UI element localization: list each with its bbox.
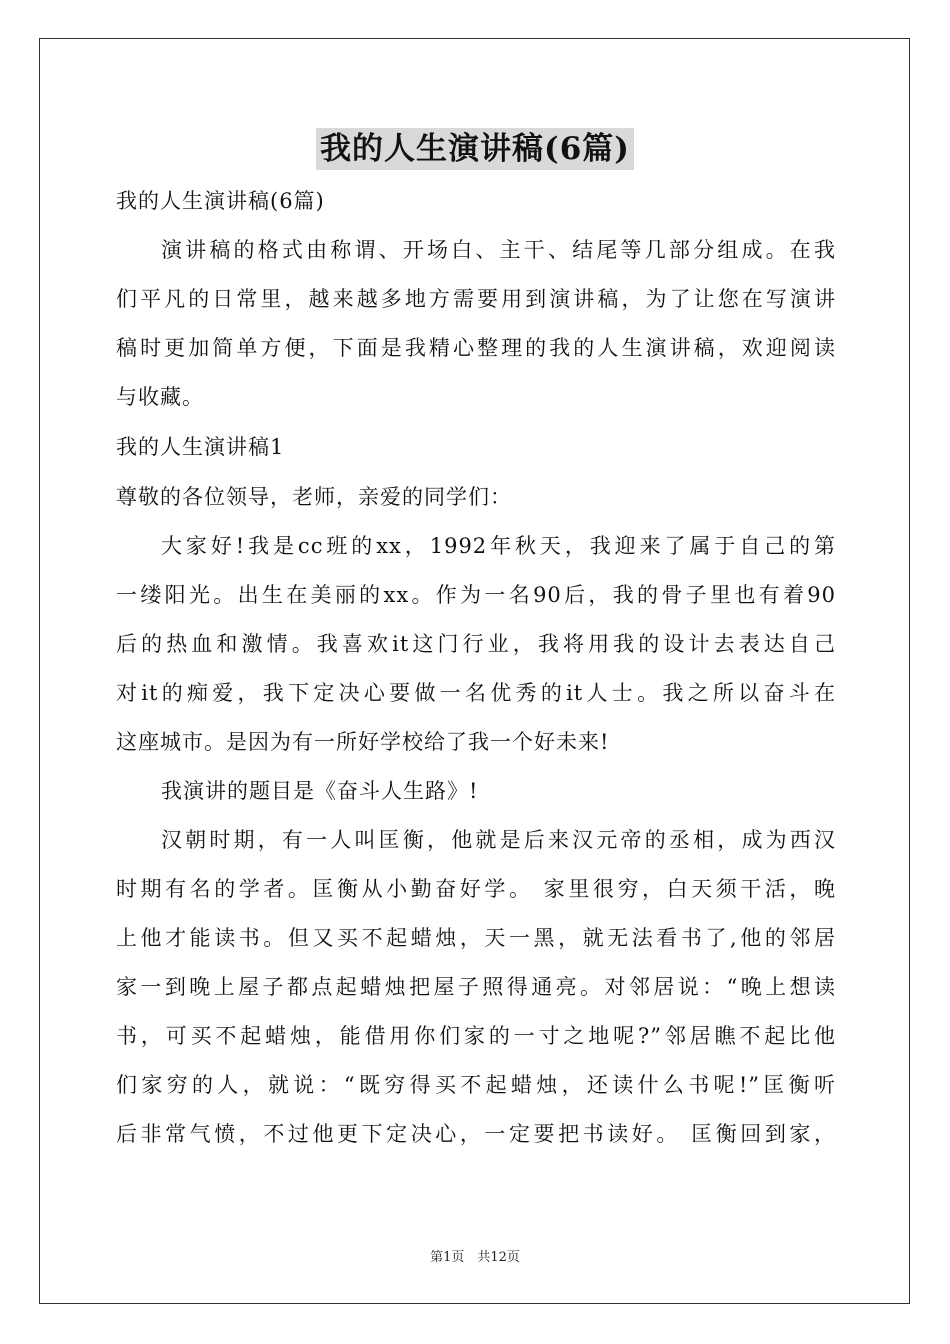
greeting: 尊敬的各位领导，老师，亲爱的同学们：	[116, 485, 512, 509]
subtitle: 我的人生演讲稿(6篇)	[116, 189, 325, 213]
text-line: 们家穷的人，就说：“既穷得买不起蜡烛，还读什么书呢!”匡衡听	[116, 1073, 836, 1097]
text-line: 后的热血和激情。我喜欢it这门行业，我将用我的设计去表达自己	[116, 632, 836, 656]
text-line: 对it的痴爱，我下定决心要做一名优秀的it人士。我之所以奋斗在	[116, 681, 836, 705]
text-line: 大家好!我是cc班的xx，1992年秋天，我迎来了属于自己的第	[161, 534, 836, 558]
document-body	[116, 176, 836, 1159]
intro-paragraph	[116, 226, 836, 422]
text-line: 这座城市。是因为有一所好学校给了我一个好未来!	[116, 730, 610, 754]
text-line: 演讲稿的格式由称谓、开场白、主干、结尾等几部分组成。在我	[161, 238, 836, 262]
paragraph-2	[116, 767, 836, 816]
text-line: 汉朝时期，有一人叫匡衡，他就是后来汉元帝的丞相，成为西汉	[161, 828, 836, 852]
document-title-text: 我的人生演讲稿(6篇)	[316, 128, 634, 170]
text-line: 时期有名的学者。匡衡从小勤奋好学。 家里很穷，白天须干活，晚	[116, 877, 836, 901]
text-line: 们平凡的日常里，越来越多地方需要用到演讲稿，为了让您在写演讲	[116, 287, 836, 311]
text-line: 后非常气愤，不过他更下定决心，一定要把书读好。 匡衡回到家，	[116, 1122, 836, 1146]
page-footer: 第1页 共12页	[430, 1250, 520, 1265]
paragraph-1	[116, 522, 836, 767]
text-line: 家一到晚上屋子都点起蜡烛把屋子照得通亮。对邻居说：“晚上想读	[116, 975, 836, 999]
section-title: 我的人生演讲稿1	[116, 435, 285, 459]
document-title	[0, 128, 950, 170]
paragraph-3	[116, 816, 836, 1159]
text-line: 与收藏。	[116, 385, 204, 409]
text-line: 一缕阳光。出生在美丽的xx。作为一名90后，我的骨子里也有着90	[116, 583, 836, 607]
text-line: 稿时更加简单方便，下面是我精心整理的我的人生演讲稿，欢迎阅读	[116, 336, 836, 360]
text-line: 我演讲的题目是《奋斗人生路》!	[161, 779, 479, 803]
text-line: 上他才能读书。但又买不起蜡烛，天一黑，就无法看书了,他的邻居	[116, 926, 836, 950]
text-line: 书，可买不起蜡烛，能借用你们家的一寸之地呢?”邻居瞧不起比他	[116, 1024, 836, 1048]
